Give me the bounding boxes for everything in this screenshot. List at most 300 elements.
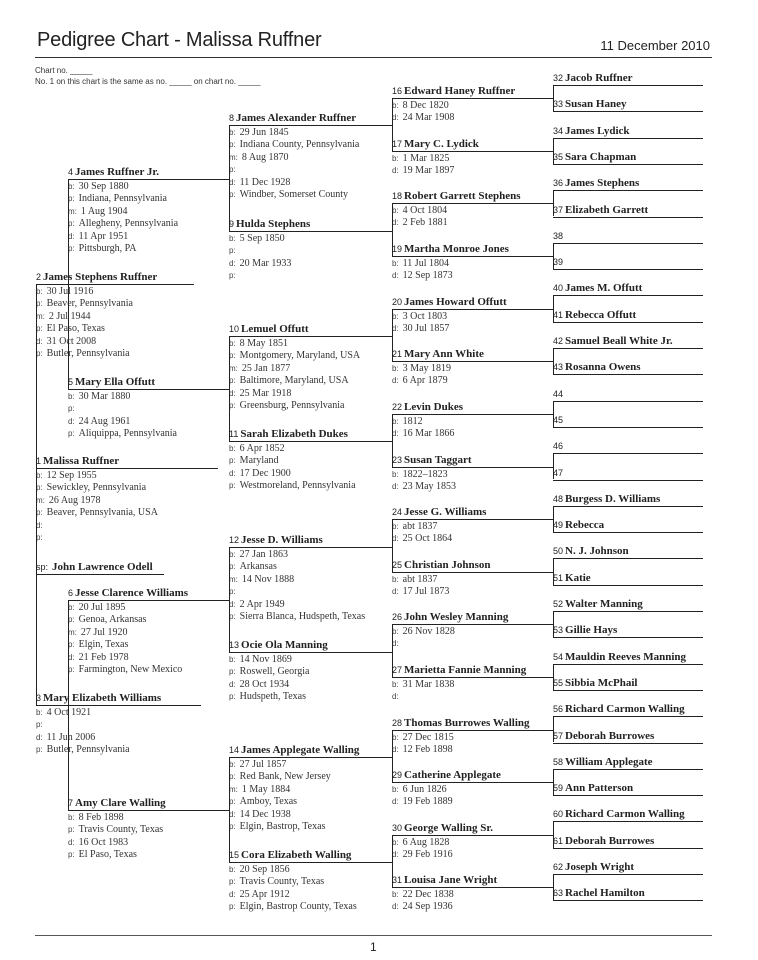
person-63: [553, 887, 703, 901]
fact-label: b:: [36, 708, 43, 717]
connector-vertical: [553, 716, 554, 742]
person-number: 54: [553, 651, 564, 662]
fact-value: 24 Mar 1908: [402, 112, 455, 124]
fact-label: d:: [68, 652, 75, 662]
person-name-text: Mauldin Reeves Manning: [565, 650, 687, 663]
fact-value: Allegheny, Pennsylvania: [78, 218, 179, 230]
person-name: [553, 256, 703, 269]
fact-label: p:: [36, 349, 43, 359]
fact-value: 21 Feb 1978: [78, 651, 129, 663]
person-number: 35: [553, 151, 564, 162]
person-number: 1: [36, 456, 42, 466]
fact-row: [229, 139, 386, 151]
person-facts: [392, 574, 547, 599]
person-name-text: James Ruffner Jr.: [75, 166, 160, 178]
fact-label: b:: [392, 522, 399, 531]
fact-value: 30 Jul 1857: [402, 323, 450, 335]
person-33: [553, 98, 703, 112]
person-facts: [392, 521, 547, 546]
connector-horizontal: [220, 810, 229, 811]
name-line: [553, 453, 703, 454]
fact-value: Red Bank, New Jersey: [239, 771, 331, 783]
person-37: [553, 204, 703, 218]
fact-label: b:: [68, 182, 75, 191]
fact-row: [229, 338, 386, 350]
person-number: 26: [392, 612, 403, 622]
person-name-text: Thomas Burrowes Walling: [404, 717, 530, 729]
person-number: 56: [553, 704, 564, 715]
spouse-name: John Lawrence Odell: [52, 561, 153, 573]
person-16: [392, 85, 547, 125]
person-44: [553, 388, 703, 402]
person-name: [553, 414, 703, 427]
fact-value: abt 1837: [402, 521, 438, 532]
fact-row: [392, 363, 547, 375]
person-number: 46: [553, 441, 564, 452]
person-34: [553, 125, 703, 139]
fact-label: p:: [68, 429, 75, 439]
fact-value: 17 Jul 1873: [402, 586, 450, 598]
name-line: [553, 85, 703, 86]
person-23: [392, 454, 547, 494]
connector-horizontal: [547, 572, 553, 573]
fact-row: [392, 732, 547, 744]
person-name-text: Elizabeth Garrett: [565, 203, 649, 216]
fact-row: [392, 469, 547, 481]
person-name: [553, 808, 703, 821]
fact-value: 2 Jul 1944: [48, 310, 91, 322]
fact-row: [229, 177, 386, 189]
fact-row: [229, 549, 386, 561]
fact-value: Arkansas: [239, 561, 277, 573]
fact-row: [229, 443, 386, 455]
person-name-text: Jesse G. Williams: [404, 506, 487, 518]
fact-label: b:: [392, 101, 399, 110]
fact-row: [36, 336, 194, 348]
fact-label: p:: [36, 483, 43, 493]
person-name-text: Mary C. Lydick: [404, 138, 479, 150]
fact-value: Greensburg, Pennsylvania: [239, 400, 345, 412]
person-name-text: Rosanna Owens: [565, 361, 641, 374]
person-number: 22: [392, 402, 403, 412]
person-name: [553, 519, 703, 532]
fact-row: [229, 561, 386, 573]
person-facts: [392, 732, 547, 757]
fact-row: [229, 611, 386, 623]
person-number: 29: [392, 770, 403, 780]
person-number: 17: [392, 139, 403, 149]
fact-row: [392, 889, 547, 901]
fact-label: d:: [392, 639, 399, 649]
person-facts: [229, 654, 386, 704]
fact-label: p:: [36, 533, 43, 543]
fact-label: b:: [229, 128, 236, 137]
person-name: [392, 401, 547, 414]
fact-label: d:: [392, 218, 399, 228]
fact-value: 5 Sep 1850: [239, 233, 285, 244]
connector-horizontal: [386, 231, 392, 232]
person-24: [392, 506, 547, 546]
fact-value: 30 Mar 1880: [78, 391, 131, 402]
person-number: 45: [553, 414, 564, 425]
person-15: [229, 849, 386, 914]
name-line: [553, 138, 703, 139]
person-61: [553, 835, 703, 849]
person-name: [229, 534, 386, 547]
fact-label: b:: [229, 655, 236, 664]
fact-value: 6 Aug 1828: [402, 837, 450, 848]
name-line: [392, 782, 547, 783]
person-name: [229, 639, 386, 652]
connector-horizontal: [386, 441, 392, 442]
person-facts: [229, 127, 386, 201]
person-name-text: Joseph Wright: [565, 861, 634, 873]
fact-value: 16 Oct 1983: [78, 836, 129, 848]
person-number: 42: [553, 336, 564, 346]
fact-row: [229, 759, 386, 771]
fact-label: b:: [392, 575, 399, 584]
connector-horizontal: [547, 519, 553, 520]
person-number: 10: [229, 324, 240, 334]
fact-row: [36, 348, 194, 360]
person-number: 14: [229, 745, 240, 755]
person-1: [36, 455, 218, 544]
person-facts: [68, 602, 220, 676]
fact-label: d:: [392, 587, 399, 597]
person-name: [553, 125, 703, 138]
person-number: 19: [392, 244, 403, 254]
connector-vertical: [553, 611, 554, 637]
fact-value: 12 Sep 1955: [46, 470, 97, 481]
person-number: 31: [392, 875, 403, 885]
person-8: [229, 112, 386, 201]
fact-label: b:: [392, 312, 399, 321]
fact-value: 28 Oct 1934: [239, 678, 290, 690]
person-48: [553, 493, 703, 507]
fact-label: d:: [229, 889, 236, 899]
person-name-text: Jesse Clarence Williams: [75, 587, 189, 599]
fact-row: [36, 311, 194, 323]
name-line: [229, 441, 386, 442]
person-facts: [392, 416, 547, 441]
person-name-text: Susan Haney: [565, 98, 627, 111]
connector-vertical: [553, 769, 554, 795]
fact-value: 30 Sep 1880: [78, 181, 129, 192]
person-facts: [392, 363, 547, 388]
name-line: [553, 480, 703, 481]
fact-row: [36, 286, 194, 298]
fact-label: b:: [392, 206, 399, 215]
person-number: 8: [229, 113, 235, 123]
fact-value: 24 Sep 1936: [402, 901, 453, 913]
person-number: 30: [392, 823, 403, 833]
fact-row: [68, 403, 226, 415]
connector-vertical: [553, 506, 554, 532]
person-facts: [229, 233, 386, 283]
name-line: [229, 547, 386, 548]
fact-row: [392, 428, 547, 440]
fact-label: p:: [229, 401, 236, 411]
person-54: [553, 651, 703, 665]
fact-label: b:: [392, 785, 399, 794]
person-name-text: Louisa Jane Wright: [404, 874, 498, 886]
fact-row: [392, 323, 547, 335]
person-name-text: Mary Elizabeth Williams: [43, 692, 162, 704]
fact-label: b:: [68, 392, 75, 401]
person-number: 2: [36, 272, 42, 282]
fact-value: Sewickley, Pennsylvania: [46, 482, 147, 494]
connector-horizontal: [547, 203, 553, 204]
person-number: 33: [553, 99, 564, 110]
name-line: [553, 585, 703, 586]
connector-vertical: [229, 336, 230, 441]
person-32: [553, 72, 703, 86]
fact-value: 3 Oct 1803: [402, 311, 448, 322]
fact-row: [68, 416, 226, 428]
header-rule: [35, 57, 712, 58]
fact-label: b:: [392, 627, 399, 636]
person-name-text: Christian Johnson: [404, 559, 491, 571]
person-58: [553, 756, 703, 770]
person-10: [229, 323, 386, 412]
fact-label: d:: [392, 429, 399, 439]
fact-row: [392, 744, 547, 756]
fact-label: m:: [68, 206, 77, 216]
person-number: 43: [553, 362, 564, 373]
same-as-line: No. 1 on this chart is the same as no. _____ on chart no. _____: [35, 77, 261, 86]
fact-label: d:: [392, 745, 399, 755]
fact-label: d:: [229, 599, 236, 609]
fact-row: [392, 638, 547, 650]
person-name-text: Rebecca: [565, 519, 605, 532]
fact-label: p:: [229, 190, 236, 200]
fact-row: [229, 127, 386, 139]
person-name: [392, 138, 547, 151]
person-number: 40: [553, 283, 564, 294]
person-number: 47: [553, 467, 564, 478]
person-facts: [392, 311, 547, 336]
fact-label: b:: [392, 838, 399, 847]
name-line: [553, 795, 703, 796]
name-line: [229, 125, 386, 126]
person-facts: [392, 258, 547, 283]
fact-label: b:: [392, 680, 399, 689]
connector-vertical: [392, 835, 393, 887]
person-9: [229, 218, 386, 283]
fact-value: 11 Apr 1951: [78, 230, 129, 242]
person-name: [553, 72, 703, 85]
person-45: [553, 414, 703, 428]
fact-label: d:: [36, 520, 43, 530]
fact-row: [229, 388, 386, 400]
chart-date: 11 December 2010: [600, 38, 710, 53]
fact-label: b:: [229, 760, 236, 769]
name-line: [68, 600, 220, 601]
person-35: [553, 151, 703, 165]
name-line: [392, 203, 547, 204]
connector-horizontal: [386, 336, 392, 337]
name-line: [553, 374, 703, 375]
fact-label: d:: [68, 416, 75, 426]
fact-value: 20 Mar 1933: [239, 257, 292, 269]
person-name-text: Levin Dukes: [404, 401, 464, 413]
fact-value: 6 Apr 1879: [402, 375, 448, 387]
fact-label: p:: [229, 481, 236, 491]
fact-row: [68, 428, 226, 440]
person-name: [553, 230, 703, 243]
person-name-text: Deborah Burrowes: [565, 729, 655, 742]
fact-row: [229, 796, 386, 808]
fact-row: [68, 231, 226, 243]
person-name-text: Susan Taggart: [404, 454, 472, 466]
person-name-text: Mary Ella Offutt: [75, 376, 156, 388]
fact-row: [36, 298, 194, 310]
fact-label: m:: [229, 784, 238, 794]
fact-row: [229, 691, 386, 703]
fact-row: [229, 864, 386, 876]
fact-row: [68, 639, 220, 651]
person-30: [392, 822, 547, 862]
name-line: [392, 677, 547, 678]
fact-row: [229, 468, 386, 480]
fact-value: 20 Sep 1856: [239, 864, 290, 875]
fact-row: [229, 901, 386, 913]
person-name: [68, 797, 220, 810]
person-6: [68, 587, 220, 676]
fact-label: p:: [68, 850, 75, 860]
fact-row: [68, 664, 220, 676]
fact-label: d:: [229, 177, 236, 187]
fact-value: 29 Feb 1916: [402, 849, 453, 861]
person-number: 41: [553, 309, 564, 320]
fact-row: [229, 784, 386, 796]
name-line: [553, 821, 703, 822]
fact-row: [392, 837, 547, 849]
person-number: 44: [553, 388, 564, 399]
fact-value: 4 Oct 1921: [46, 707, 92, 718]
connector-horizontal: [547, 677, 553, 678]
fact-label: d:: [68, 231, 75, 241]
connector-vertical: [553, 874, 554, 900]
name-line: [36, 284, 194, 285]
person-name-text: Walter Manning: [565, 598, 643, 610]
fact-label: d:: [392, 113, 399, 123]
fact-value: 29 Jun 1845: [239, 127, 289, 138]
person-46: [553, 440, 703, 454]
person-43: [553, 361, 703, 375]
name-line: [68, 389, 226, 390]
person-number: 53: [553, 625, 564, 636]
person-name-text: James Applegate Walling: [241, 744, 360, 756]
person-number: 23: [392, 455, 403, 465]
connector-vertical: [553, 401, 554, 427]
person-name: [392, 769, 547, 782]
fact-label: d:: [392, 850, 399, 860]
connector-horizontal: [547, 887, 553, 888]
fact-value: Beaver, Pennsylvania: [46, 298, 133, 310]
person-18: [392, 190, 547, 230]
person-53: [553, 624, 703, 638]
name-line: [553, 558, 703, 559]
person-28: [392, 717, 547, 757]
fact-label: d:: [229, 388, 236, 398]
person-name-text: James Stephens Ruffner: [43, 271, 158, 283]
connector-vertical: [229, 757, 230, 862]
person-facts: [68, 181, 226, 255]
fact-value: Genoa, Arkansas: [78, 614, 147, 626]
fact-row: [36, 732, 201, 744]
name-line: [553, 769, 703, 770]
connector-vertical: [553, 190, 554, 216]
fact-row: [229, 270, 386, 282]
connector-vertical: [229, 125, 230, 231]
person-number: 32: [553, 73, 564, 83]
name-line: [392, 151, 547, 152]
fact-value: 4 Oct 1804: [402, 205, 448, 216]
name-line: [392, 730, 547, 731]
person-facts: [229, 759, 386, 833]
fact-label: p:: [68, 665, 75, 675]
fact-value: abt 1837: [402, 574, 438, 585]
connector-vertical: [553, 558, 554, 584]
fact-value: 19 Feb 1889: [402, 796, 453, 808]
name-line: [392, 887, 547, 888]
connector-horizontal: [547, 414, 553, 415]
fact-label: b:: [36, 471, 43, 480]
fact-value: Amboy, Texas: [239, 796, 298, 808]
fact-label: b:: [392, 154, 399, 163]
fact-label: p:: [229, 140, 236, 150]
name-line: [553, 690, 703, 691]
person-40: [553, 282, 703, 296]
fact-value: 2 Apr 1949: [239, 598, 285, 610]
fact-label: p:: [229, 165, 236, 175]
fact-value: 14 Nov 1888: [241, 573, 295, 585]
fact-value: Beaver, Pennsylvania, USA: [46, 507, 158, 519]
name-line: [553, 322, 703, 323]
fact-row: [392, 901, 547, 913]
person-number: 37: [553, 204, 564, 215]
person-47: [553, 467, 703, 481]
fact-value: 12 Sep 1873: [402, 270, 453, 282]
connector-horizontal: [386, 757, 392, 758]
fact-label: b:: [392, 364, 399, 373]
person-facts: [68, 391, 226, 441]
fact-value: 26 Nov 1828: [402, 626, 455, 637]
fact-value: 14 Dec 1938: [239, 808, 291, 820]
person-name-text: Edward Haney Ruffner: [404, 85, 516, 97]
person-name: [553, 388, 703, 401]
connector-horizontal: [220, 600, 229, 601]
name-line: [229, 336, 386, 337]
person-name-text: Sarah Elizabeth Dukes: [240, 428, 348, 440]
connector-vertical: [553, 243, 554, 269]
person-facts: [229, 549, 386, 623]
name-line: [392, 519, 547, 520]
person-name: [392, 664, 547, 677]
person-name: [553, 545, 703, 558]
name-line: [553, 401, 703, 402]
person-name: [553, 177, 703, 190]
person-name: [229, 849, 386, 862]
fact-value: 20 Jul 1895: [78, 602, 126, 613]
fact-value: Butler, Pennsylvania: [46, 744, 130, 756]
name-line: [392, 572, 547, 573]
person-number: 36: [553, 178, 564, 189]
fact-value: Maryland: [239, 455, 279, 467]
person-29: [392, 769, 547, 809]
person-name-text: Katie: [565, 571, 591, 584]
